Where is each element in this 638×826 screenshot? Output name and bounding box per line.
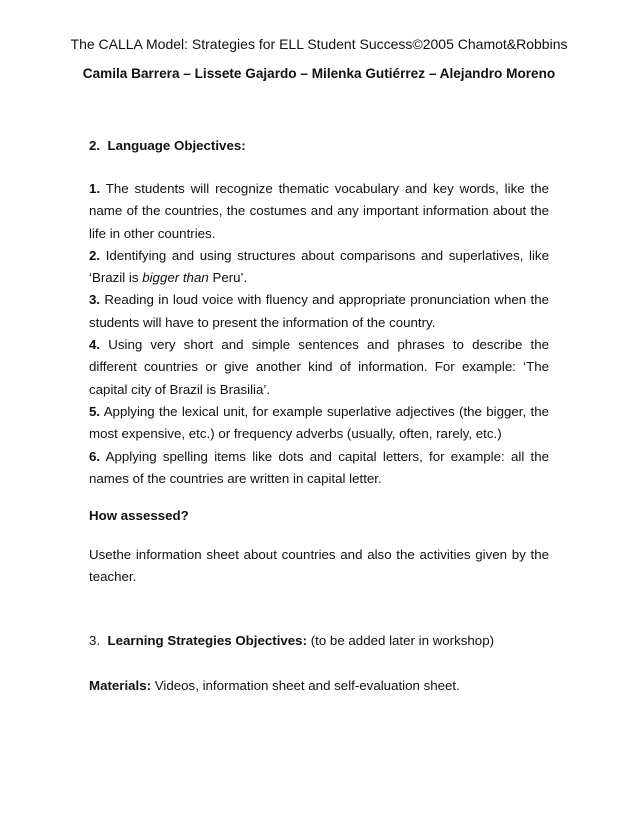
objective-item (89, 178, 549, 245)
document-header-title: The CALLA Model: Strategies for ELL Student Success©2005 Chamot&Robbins (70, 36, 568, 52)
section-title: Learning Strategies Objectives: (107, 633, 308, 648)
objective-item (89, 446, 549, 491)
learning-strategies-heading (89, 633, 549, 648)
objective-number: 2. (89, 247, 101, 263)
section-heading-language-objectives (89, 138, 549, 153)
assessment-heading: How assessed? (89, 508, 189, 523)
objective-number: 3. (89, 292, 101, 308)
objective-item (89, 334, 549, 401)
objective-text: Applying spelling items like dots and capital letters, for example: all the names of the countries are written in capital letter. (89, 448, 549, 486)
objective-text: Reading in loud voice with fluency and appropriate pronunciation when the students will have to present the information of the country. (89, 292, 549, 330)
section-note: (to be added later in workshop) (310, 633, 495, 648)
assessment-text (89, 544, 549, 589)
objective-number: 1. (89, 181, 101, 196)
objective-text: Applying the lexical unit, for example superlative adjectives (the bigger, the most expensive, etc.) or frequency adverbs (usually, often, rarely, etc.) (89, 403, 549, 442)
objective-text: The students will recognize thematic vocabulary and key words, like the name of the countries, the costumes and any important information about the life in other countries. (89, 181, 549, 241)
materials-text: Videos, information sheet and self-evaluation sheet. (154, 678, 460, 693)
objective-number: 5. (89, 403, 101, 419)
objective-item (89, 245, 549, 290)
objective-number: 6. (89, 448, 101, 464)
document-authors: Camila Barrera – Lissete Gajardo – Milenka Gutiérrez – Alejandro Moreno (82, 66, 556, 81)
materials-label: Materials: (89, 678, 152, 693)
language-objectives-list (89, 178, 549, 490)
objective-text: Identifying and using structures about comparisons and superlatives, like ‘Brazil is (89, 247, 549, 286)
section-number: 3. (89, 633, 101, 648)
objective-text-end: Peru’. (208, 270, 248, 286)
objective-text: Using very short and simple sentences and phrases to describe the different countries or give another kind of information. For example: ‘The capital city of Brazil is Brasilia’. (89, 337, 549, 397)
section-number: 2. (89, 138, 101, 153)
section-title: Language Objectives: (107, 138, 246, 153)
objective-item (89, 401, 549, 446)
objective-item (89, 289, 549, 334)
objective-italic-text: bigger than (142, 270, 209, 286)
objective-number: 4. (89, 337, 101, 353)
materials-line (89, 678, 549, 693)
assessment-paragraph: Usethe information sheet about countries and also the activities given by the teacher. (89, 547, 549, 585)
